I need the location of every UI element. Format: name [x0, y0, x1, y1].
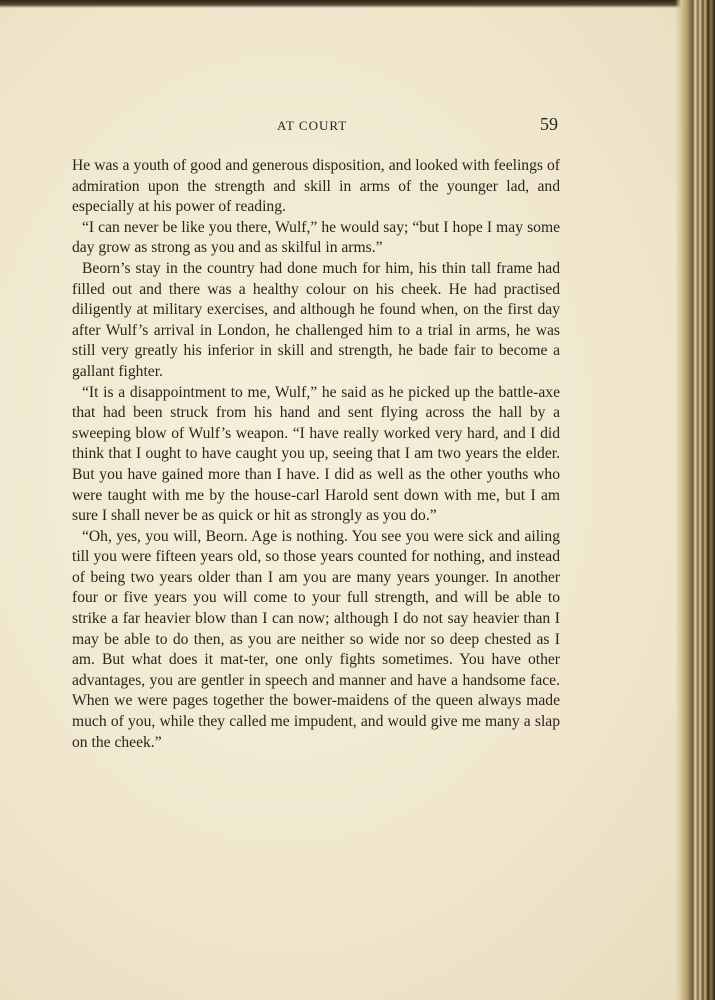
paragraph: He was a youth of good and generous disposition, and looked with feelings of admiration upon the strength and skill in arms of the younger lad, and especially at his power of reading. [72, 157, 560, 216]
body-text [72, 156, 560, 753]
book-page [72, 0, 562, 1000]
page-number: 59 [540, 114, 558, 134]
paragraph: “I can never be like you there, Wulf,” he would say; “but I hope I may some day grow as strong as you and as skilful in arms.” [72, 218, 560, 257]
running-head [72, 114, 562, 138]
paragraph: “It is a disappointment to me, Wulf,” he said as he picked up the battle-axe that had been struck from his hand and sent flying across the hall by a sweeping blow of Wulf’s weapon. “I have really worked very hard, and I did think that I ought to have caught you up, seeing that I am two years the elder. But you have gained more than I have. I did as well as the other youths who were taught with me by the house-carl Harold sent down with me, but I am sure I shall never be as quick or hit as strongly as you do.” [72, 383, 560, 525]
paragraph: “Oh, yes, you will, Beorn. Age is nothing. You see you were sick and ailing till you were fifteen years old, so those years counted for nothing, and instead of being two years older than I am you are many years younger. In another four or five years you will come to your full strength, and will be able to strike a far heavier blow than I can now; although I do not say heavier than I may be able to do then, as you are neither so wide nor so deep chested as I am. But what does it mat-ter, one only fights sometimes. You have other advantages, you are gentler in speech and manner and have a handsome face. When we were pages together the bower-maidens of the queen always made much of you, while they called me impudent, and would give me many a slap on the cheek.” [72, 527, 560, 751]
book-spine-edge [675, 0, 715, 1000]
running-head-title: AT COURT [277, 118, 348, 133]
paragraph: Beorn’s stay in the country had done much for him, his thin tall frame had filled out and there was a healthy colour on his cheek. He had practised diligently at military exercises, and although he found when, on the first day after Wulf’s arrival in London, he challenged him to a trial in arms, he was still very greatly his inferior in skill and strength, he bade fair to become a gallant fighter. [72, 259, 560, 380]
